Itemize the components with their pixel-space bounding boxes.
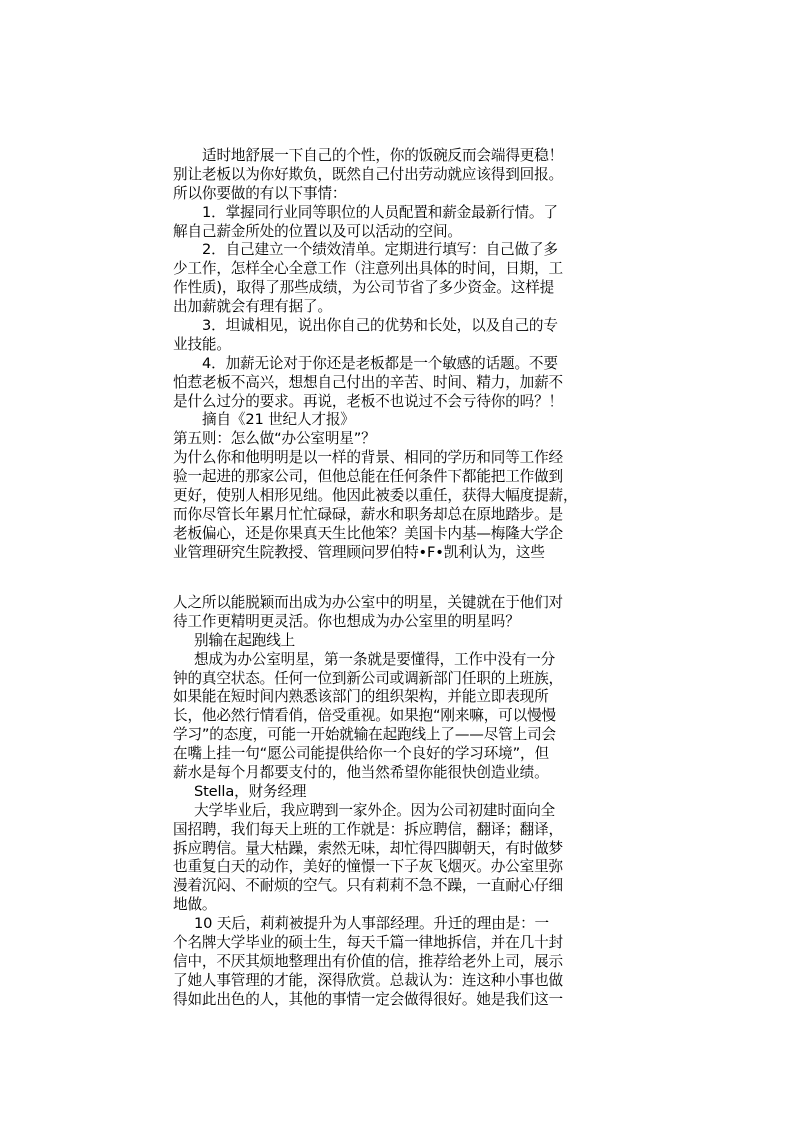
paragraph-line: 待工作更精明更灵活。你也想成为办公室里的明星吗？	[173, 612, 520, 630]
list-item-2-line: 少工作，怎样全心全意工作（注意列出具体的时间，日期，工	[173, 260, 563, 278]
list-item-4-line: 怕惹老板不高兴，想想自己付出的辛苦、时间、精力，加薪不	[173, 373, 563, 391]
source-citation: 摘自《21 世纪人才报》	[202, 411, 355, 429]
paragraph-line: 老板偏心，还是你果真天生比他笨？美国卡内基—梅隆大学企	[173, 524, 563, 542]
text-section-office-star	[173, 594, 625, 1010]
paragraph-line: 验一起进的那家公司，但他总能在任何条件下都能把工作做到	[173, 468, 563, 486]
paragraph-line: 大学毕业后，我应聘到一家外企。因为公司初建时面向全	[194, 801, 556, 819]
paragraph-line: 学习”的态度，可能一开始就输在起跑线上了——尽管上司会	[173, 726, 556, 744]
paragraph-intro-line: 别让老板以为你好欺负，既然自己付出劳动就应该得到回报。	[173, 165, 563, 183]
paragraph-line: 薪水是每个月都要支付的，他当然希望你能很快创造业绩。	[173, 764, 549, 782]
list-item-3-line: 3．坦诚相见，说出你自己的优势和长处，以及自己的专	[202, 317, 558, 335]
paragraph-line: 人之所以能脱颖而出成为办公室中的明星，关键就在于他们对	[173, 594, 563, 611]
paragraph-intro-line: 所以你要做的有以下事情：	[173, 184, 347, 202]
list-item-3-line: 业技能。	[173, 335, 231, 353]
paragraph-line: 得如此出色的人，其他的事情一定会做得很好。她是我们这一	[173, 990, 563, 1008]
paragraph-line: 地做。	[173, 896, 217, 914]
paragraph-line: 长，他必然行情看俏，倍受重视。如果抱“刚来嘛，可以慢慢	[173, 707, 556, 725]
text-section-salary-tips	[173, 147, 625, 563]
paragraph-line: 在嘴上挂一句“愿公司能提供给你一个良好的学习环境”，但	[173, 745, 549, 763]
paragraph-line: 为什么你和他明明是以一样的背景、相同的学历和同等工作经	[173, 449, 563, 467]
paragraph-line: 拆应聘信。量大枯躁，索然无味，却忙得四脚朝天，有时做梦	[173, 839, 563, 857]
paragraph-intro-line: 适时地舒展一下自己的个性，你的饭碗反而会端得更稳！	[202, 147, 564, 164]
paragraph-line: 钟的真空状态。任何一位到新公司或调新部门任职的上班族，	[173, 669, 563, 687]
subheading: 别输在起跑线上	[194, 631, 296, 649]
paragraph-line: 漫着沉闷、不耐烦的空气。只有莉莉不急不躁，一直耐心仔细	[173, 877, 563, 895]
list-item-4-line: 4．加薪无论对于你还是老板都是一个敏感的话题。不要	[202, 354, 558, 372]
list-item-1-line: 解自己薪金所处的位置以及可以活动的空间。	[173, 222, 462, 240]
section-heading: 第五则：怎么做“办公室明星”？	[173, 430, 376, 448]
speaker-label: Stella，财务经理	[194, 782, 307, 800]
paragraph-line: 更好，使别人相形见绌。他因此被委以重任，获得大幅度提薪，	[173, 487, 578, 505]
paragraph-line: 个名牌大学毕业的硕士生，每天千篇一律地拆信，并在几十封	[173, 934, 563, 952]
list-item-4-line: 是什么过分的要求。再说，老板不也说过不会亏待你的吗？！	[173, 392, 563, 410]
list-item-2-line: 2．自己建立一个绩效清单。定期进行填写：自己做了多	[202, 241, 558, 259]
list-item-2-line: 出加薪就会有理有据了。	[173, 298, 332, 316]
paragraph-line: 10 天后，莉莉被提升为人事部经理。升迁的理由是：一	[194, 915, 549, 933]
paragraph-line: 也重复白天的动作，美好的憧憬一下子灰飞烟灭。办公室里弥	[173, 858, 563, 876]
list-item-2-line: 作性质)，取得了那些成绩，为公司节省了多少资金。这样提	[173, 279, 555, 297]
paragraph-line: 业管理研究生院教授、管理顾问罗伯特•F•凯利认为，这些	[173, 543, 545, 561]
paragraph-line: 信中，不厌其烦地整理出有价值的信，推荐给老外上司，展示	[173, 952, 563, 970]
list-item-1-line: 1．掌握同行业同等职位的人员配置和薪金最新行情。了	[202, 203, 558, 221]
paragraph-line: 想成为办公室明星，第一条就是要懂得，工作中没有一分	[194, 650, 556, 668]
paragraph-line: 了她人事管理的才能，深得欣赏。总裁认为：连这种小事也做	[173, 971, 563, 989]
paragraph-line: 国招聘，我们每天上班的工作就是：拆应聘信，翻译；翻译，	[173, 820, 563, 838]
paragraph-line: 而你尽管长年累月忙忙碌碌，薪水和职务却总在原地踏步。是	[173, 505, 563, 523]
paragraph-line: 如果能在短时间内熟悉该部门的组织架构，并能立即表现所	[173, 688, 549, 706]
